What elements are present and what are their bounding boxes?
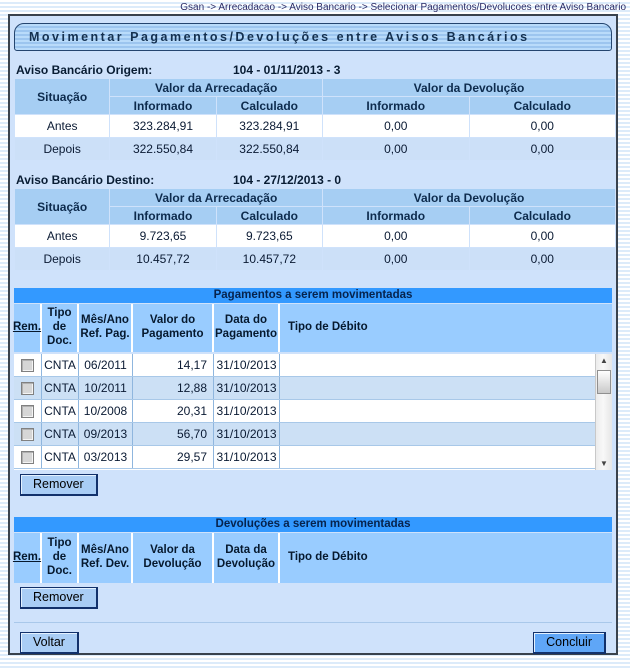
header-tipo-doc: Tipo de Doc. bbox=[42, 304, 79, 352]
devolucoes-header-row bbox=[14, 533, 612, 583]
cell-valor: 14,17 bbox=[133, 354, 214, 376]
main-panel bbox=[8, 14, 618, 655]
table-row bbox=[15, 138, 615, 160]
header-calculado: Calculado bbox=[470, 207, 616, 224]
header-situacao: Situação bbox=[15, 189, 109, 224]
row-checkbox[interactable] bbox=[21, 451, 34, 464]
page-title: Movimentar Pagamentos/Devoluções entre Avisos Bancários bbox=[14, 23, 612, 51]
vertical-scrollbar[interactable] bbox=[595, 354, 612, 470]
cell-mes-ano: 10/2008 bbox=[79, 400, 133, 422]
destino-value: 104 - 27/12/2013 - 0 bbox=[233, 173, 342, 187]
cell-devolucao-calculado: 0,00 bbox=[470, 115, 616, 137]
header-mes-ano-ref-pag: Mês/Ano Ref. Pag. bbox=[79, 304, 133, 352]
pagamento-row bbox=[14, 377, 595, 400]
header-valor-devolucao: Valor da Devolução bbox=[323, 79, 615, 96]
footer-actions bbox=[20, 632, 606, 654]
row-checkbox[interactable] bbox=[21, 428, 34, 441]
cell-data: 31/10/2013 bbox=[214, 400, 280, 422]
cell-tipo-debito bbox=[280, 423, 595, 445]
header-tipo-debito: Tipo de Débito bbox=[280, 533, 612, 583]
rem-link[interactable]: Rem. bbox=[12, 321, 42, 334]
cell-valor: 20,31 bbox=[133, 400, 214, 422]
devolucoes-section-title: Devoluções a serem movimentadas bbox=[14, 517, 612, 532]
header-tipo-doc: Tipo de Doc. bbox=[42, 533, 79, 583]
header-situacao: Situação bbox=[15, 79, 109, 114]
header-calculado: Calculado bbox=[470, 97, 616, 114]
header-informado: Informado bbox=[323, 97, 468, 114]
cell-tipo-doc: CNTA bbox=[42, 400, 79, 422]
cell-arrecadacao-informado: 322.550,84 bbox=[110, 138, 215, 160]
row-checkbox[interactable] bbox=[21, 359, 34, 372]
cell-tipo-doc: CNTA bbox=[42, 446, 79, 468]
cell-situacao: Antes bbox=[15, 115, 109, 137]
header-data-pagamento: Data do Pagamento bbox=[214, 304, 280, 352]
cell-situacao: Antes bbox=[15, 225, 109, 247]
scroll-up-icon[interactable]: ▲ bbox=[600, 356, 608, 365]
cell-devolucao-calculado: 0,00 bbox=[470, 138, 616, 160]
cell-arrecadacao-calculado: 323.284,91 bbox=[217, 115, 322, 137]
destino-label-row bbox=[16, 173, 612, 187]
cell-mes-ano: 10/2011 bbox=[79, 377, 133, 399]
cell-tipo-doc: CNTA bbox=[42, 377, 79, 399]
cell-arrecadacao-informado: 323.284,91 bbox=[110, 115, 215, 137]
cell-arrecadacao-informado: 10.457,72 bbox=[110, 248, 215, 270]
cell-tipo-debito bbox=[280, 354, 595, 376]
cell-tipo-doc: CNTA bbox=[42, 354, 79, 376]
pagamento-row bbox=[14, 354, 595, 377]
header-rem bbox=[14, 533, 42, 583]
cell-mes-ano: 09/2013 bbox=[79, 423, 133, 445]
cell-arrecadacao-informado: 9.723,65 bbox=[110, 225, 215, 247]
remover-pagamentos-button[interactable]: Remover bbox=[20, 474, 98, 496]
header-calculado: Calculado bbox=[217, 97, 322, 114]
table-row bbox=[15, 248, 615, 270]
header-informado: Informado bbox=[323, 207, 468, 224]
remover-devolucoes-button[interactable]: Remover bbox=[20, 587, 98, 609]
header-valor-arrecadacao: Valor da Arrecadação bbox=[110, 189, 322, 206]
cell-tipo-debito bbox=[280, 377, 595, 399]
scrollbar-thumb[interactable] bbox=[597, 370, 611, 394]
header-valor-devolucao: Valor da Devolução bbox=[323, 189, 615, 206]
cell-data: 31/10/2013 bbox=[214, 354, 280, 376]
origem-label-row bbox=[16, 63, 612, 77]
pagamentos-scroll-area bbox=[14, 354, 612, 470]
destino-summary-table bbox=[14, 188, 616, 271]
header-informado: Informado bbox=[110, 97, 215, 114]
pagamento-row bbox=[14, 446, 595, 469]
cell-devolucao-calculado: 0,00 bbox=[470, 225, 616, 247]
cell-valor: 12,88 bbox=[133, 377, 214, 399]
cell-devolucao-informado: 0,00 bbox=[323, 248, 468, 270]
header-valor-pagamento: Valor do Pagamento bbox=[133, 304, 214, 352]
cell-mes-ano: 06/2011 bbox=[79, 354, 133, 376]
cell-mes-ano: 03/2013 bbox=[79, 446, 133, 468]
header-data-devolucao: Data da Devolução bbox=[214, 533, 280, 583]
footer-divider bbox=[14, 622, 612, 623]
cell-situacao: Depois bbox=[15, 138, 109, 160]
cell-valor: 29,57 bbox=[133, 446, 214, 468]
origem-summary-table bbox=[14, 78, 616, 161]
row-checkbox[interactable] bbox=[21, 382, 34, 395]
cell-tipo-debito bbox=[280, 446, 595, 468]
origem-label: Aviso Bancário Origem: bbox=[16, 63, 153, 77]
breadcrumb: Gsan -> Arrecadacao -> Aviso Bancario -> Selecionar Pagamentos/Devolucoes entre Aviso Bancario bbox=[180, 2, 626, 13]
cell-valor: 56,70 bbox=[133, 423, 214, 445]
cell-data: 31/10/2013 bbox=[214, 423, 280, 445]
cell-devolucao-informado: 0,00 bbox=[323, 225, 468, 247]
cell-arrecadacao-calculado: 322.550,84 bbox=[217, 138, 322, 160]
pagamentos-section-title: Pagamentos a serem movimentadas bbox=[14, 288, 612, 303]
cell-devolucao-informado: 0,00 bbox=[323, 138, 468, 160]
pagamentos-header-row bbox=[14, 304, 612, 352]
header-calculado: Calculado bbox=[217, 207, 322, 224]
cell-tipo-debito bbox=[280, 400, 595, 422]
cell-arrecadacao-calculado: 10.457,72 bbox=[217, 248, 322, 270]
header-mes-ano-ref-dev: Mês/Ano Ref. Dev. bbox=[79, 533, 133, 583]
destino-label: Aviso Bancário Destino: bbox=[16, 173, 155, 187]
pagamento-row bbox=[14, 423, 595, 446]
table-row bbox=[15, 115, 615, 137]
cell-tipo-doc: CNTA bbox=[42, 423, 79, 445]
cell-data: 31/10/2013 bbox=[214, 377, 280, 399]
concluir-button[interactable]: Concluir bbox=[533, 632, 606, 654]
cell-devolucao-calculado: 0,00 bbox=[470, 248, 616, 270]
header-valor-arrecadacao: Valor da Arrecadação bbox=[110, 79, 322, 96]
row-checkbox[interactable] bbox=[21, 405, 34, 418]
voltar-button[interactable]: Voltar bbox=[20, 632, 79, 654]
origem-value: 104 - 01/11/2013 - 3 bbox=[233, 63, 341, 77]
header-valor-devolucao: Valor da Devolução bbox=[133, 533, 214, 583]
header-rem bbox=[14, 304, 42, 352]
cell-situacao: Depois bbox=[15, 248, 109, 270]
rem-link[interactable]: Rem. bbox=[12, 551, 42, 564]
table-row bbox=[15, 225, 615, 247]
header-informado: Informado bbox=[110, 207, 215, 224]
scroll-down-icon[interactable]: ▼ bbox=[600, 459, 608, 468]
cell-data: 31/10/2013 bbox=[214, 446, 280, 468]
cell-arrecadacao-calculado: 9.723,65 bbox=[217, 225, 322, 247]
header-tipo-debito: Tipo de Débito bbox=[280, 304, 612, 352]
pagamento-row bbox=[14, 400, 595, 423]
cell-devolucao-informado: 0,00 bbox=[323, 115, 468, 137]
